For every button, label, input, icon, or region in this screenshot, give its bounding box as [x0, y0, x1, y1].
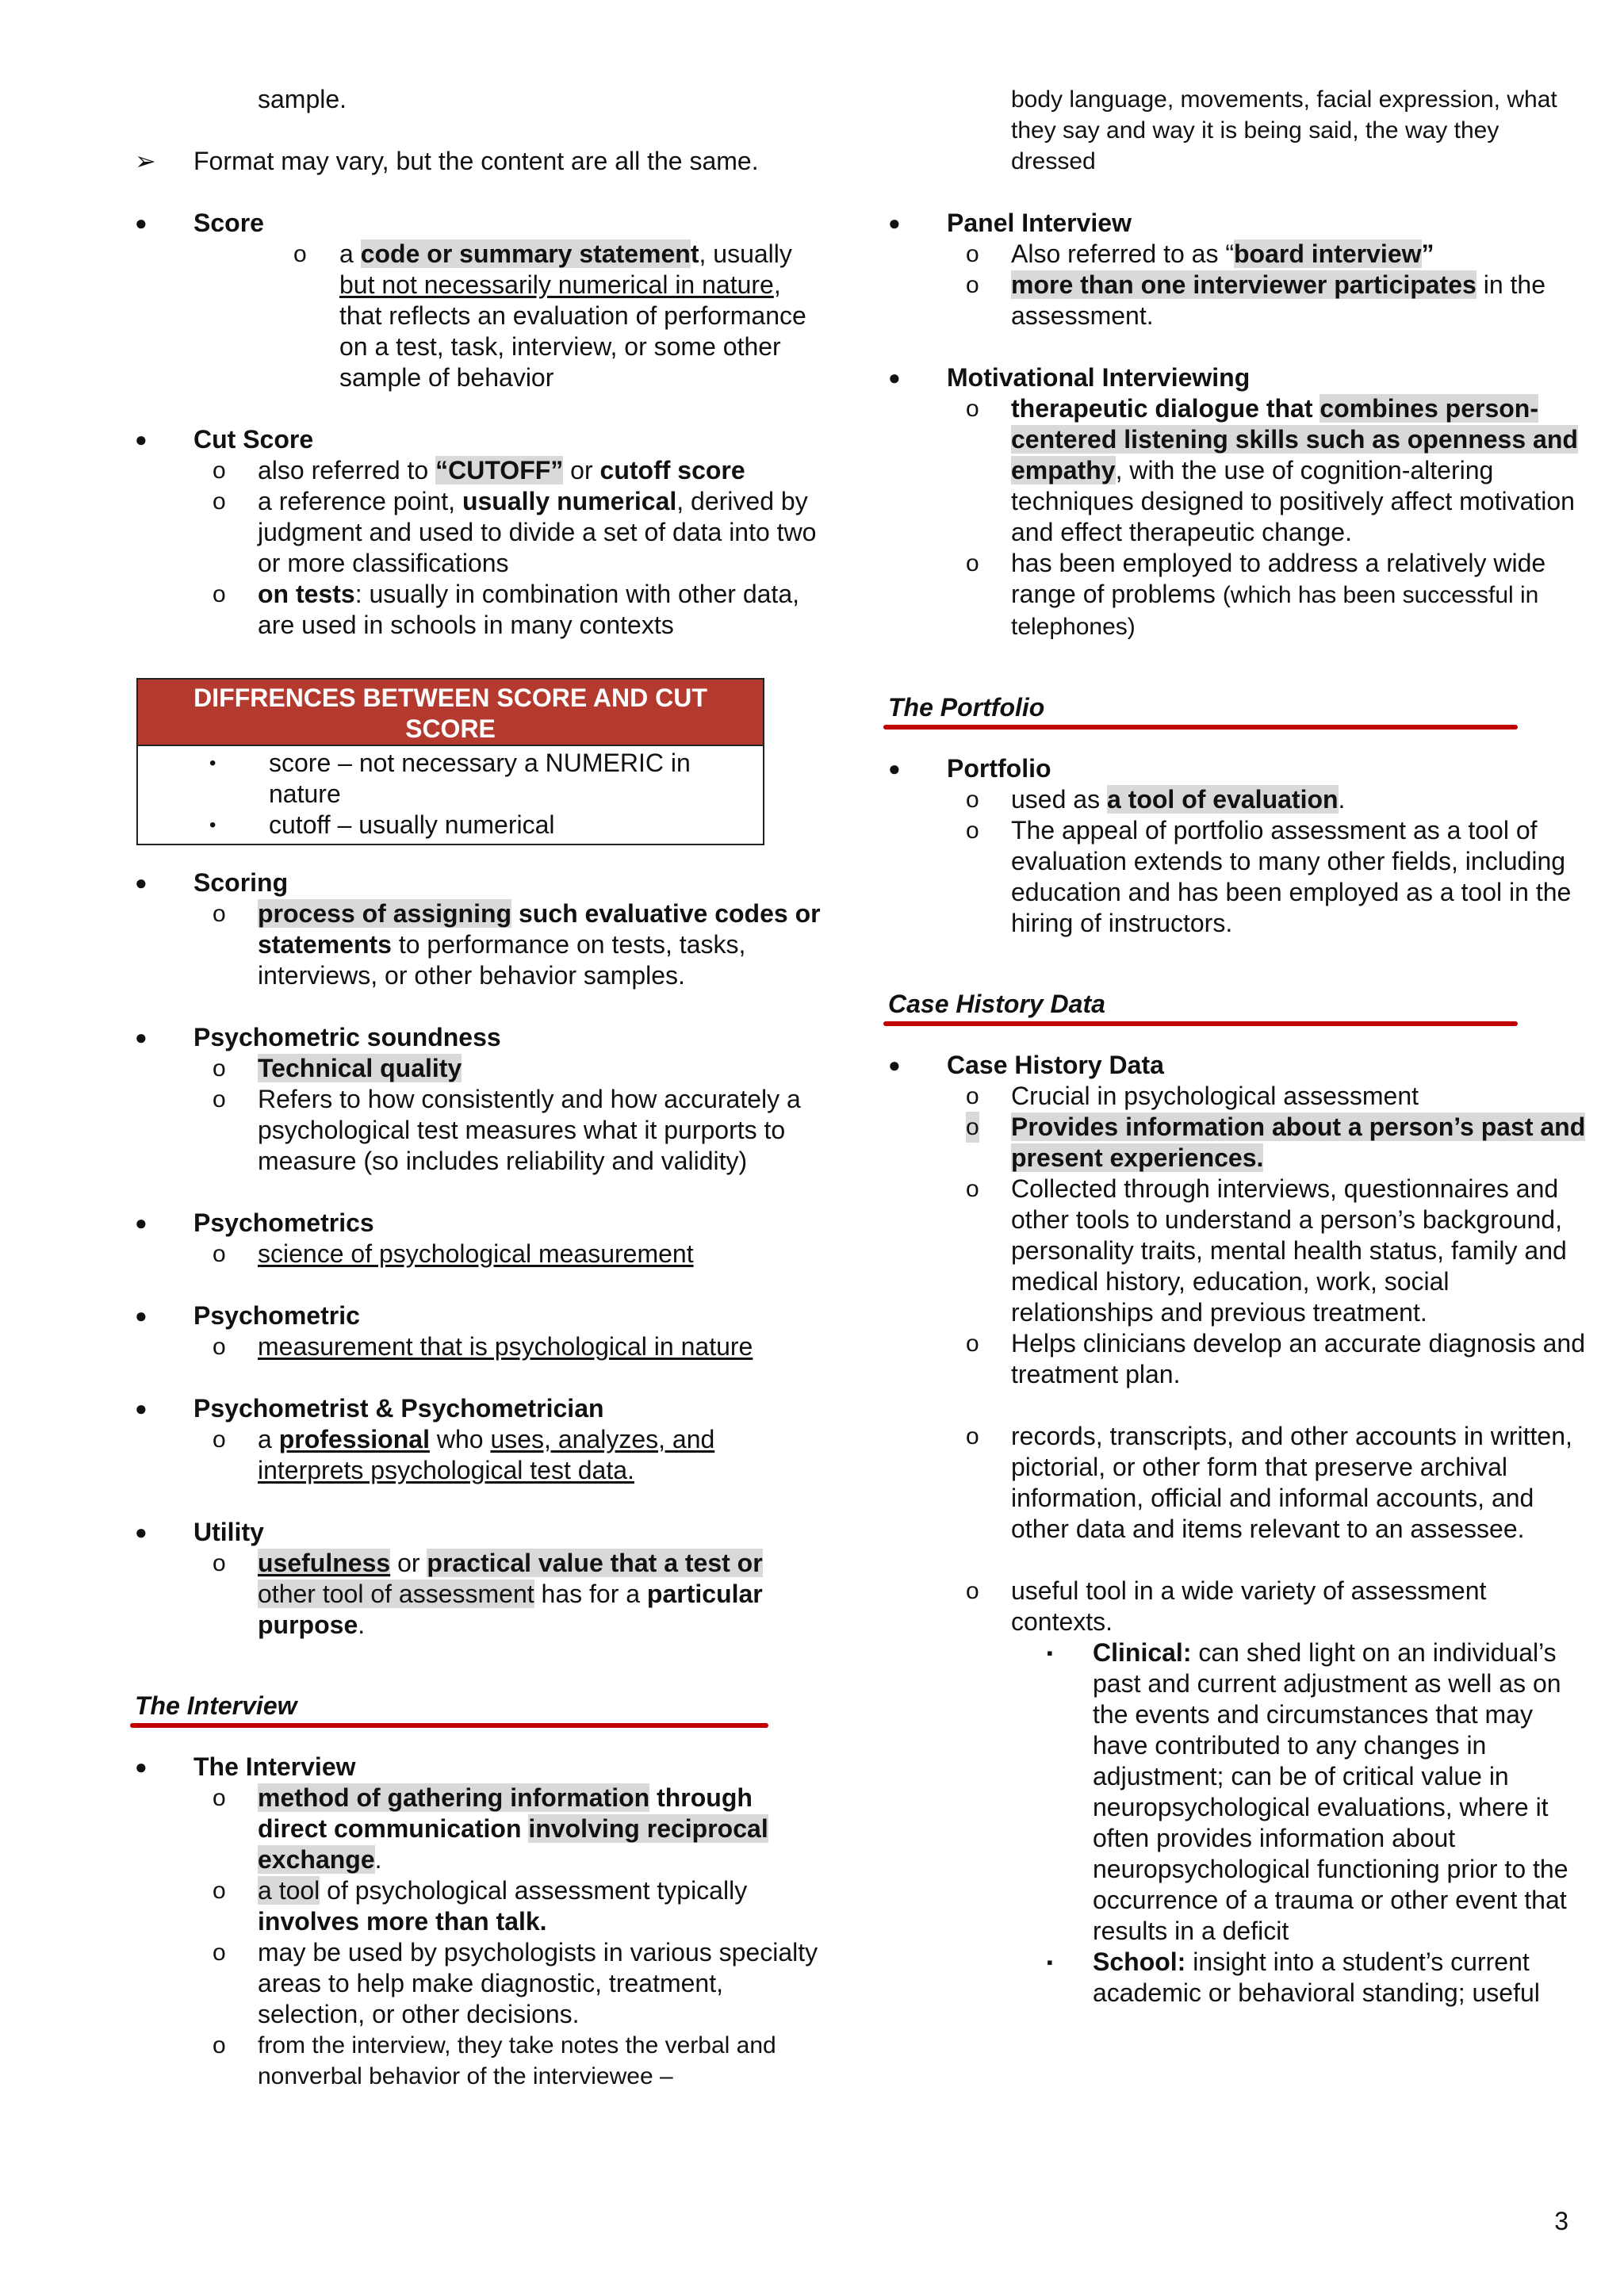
text-run: , usually: [699, 239, 792, 268]
sub-bullet-item: [888, 1328, 1586, 1390]
text-run: .: [358, 1610, 366, 1639]
spacer: [888, 331, 1586, 362]
spacer: [888, 939, 1586, 970]
text-run: combines person-centered listening skills such as openness and empathy: [1011, 394, 1578, 484]
text-run: or: [390, 1549, 427, 1577]
bullet-circle-icon: o: [966, 241, 979, 267]
spacer: [135, 1270, 825, 1300]
text-run: , that reflects an evaluation of performance on a test, task, interview, or some other sample of behavior: [339, 270, 806, 392]
text-run: : usually in combination with other data, are used in schools in many contexts: [258, 580, 799, 639]
text-run: Case History Data: [888, 990, 1105, 1018]
text-run: method of gathering information: [258, 1783, 650, 1812]
spacer: [135, 1641, 825, 1672]
text-run: such evaluative codes or statements: [258, 899, 821, 959]
text-run: , with the use of cognition-altering techniques designed to positively affect motivation and effect therapeutic change.: [1011, 456, 1575, 546]
text-run: from the interview, they take notes the verbal and nonverbal behavior of the interviewee –: [258, 2032, 776, 2089]
bullet-disc-icon: ●: [135, 211, 147, 235]
text-run: through direct communication: [258, 1783, 753, 1843]
text-run: t: [690, 239, 699, 268]
spacer: [888, 642, 1586, 673]
text-run: Format may vary, but the content are all the same.: [193, 147, 759, 175]
bullet-circle-icon: o: [213, 1940, 226, 1966]
bullet-circle-icon: o: [213, 1334, 226, 1360]
sub-bullet-item: [135, 1084, 825, 1177]
bullet-disc-icon: ●: [888, 366, 901, 389]
spacer: [135, 1177, 825, 1208]
text-run: involves more than talk.: [258, 1907, 547, 1936]
bullet-disc-icon: ●: [888, 211, 901, 235]
text-run: but not necessarily numerical in nature: [339, 270, 774, 299]
spacer: [135, 115, 825, 146]
text-run: can shed light on an individual’s past and current adjustment as well as on the events and circumstances that may have contributed to any changes in adjustment; can be of critical value in neuropsychological evaluations, where it often provides information about neuropsychological functioning prior to the occurrence of a trauma or other event that results in a deficit: [1093, 1638, 1568, 1945]
section-rule: [130, 1723, 768, 1728]
text-run: Portfolio: [947, 754, 1051, 783]
table-row: [138, 810, 763, 841]
text-run: Psychometric: [193, 1301, 360, 1330]
bullet-circle-icon: o: [213, 1550, 226, 1576]
sub-bullet-item: [135, 1783, 825, 1875]
text-run: a: [258, 1425, 279, 1453]
spacer: [135, 641, 825, 672]
text-run: uses, analyzes, and interprets psychological test data.: [258, 1425, 715, 1484]
bullet-circle-icon: o: [966, 818, 979, 844]
text-run: “CUTOFF”: [435, 456, 564, 484]
bullet-circle-icon: o: [213, 458, 226, 484]
sub-bullet-item: [135, 1937, 825, 2030]
sub-bullet-item: [888, 84, 1586, 177]
text-run: Refers to how consistently and how accurately a psychological test measures what it purports to measure (so includes reliability and validity): [258, 1085, 801, 1175]
text-run: insight into a student’s current academic or behavioral standing; useful: [1093, 1947, 1540, 2007]
sub-bullet-item: [888, 1174, 1586, 1328]
spacer: [135, 1362, 825, 1393]
bullet-circle-icon: o: [966, 272, 979, 298]
bullet-item: [135, 867, 825, 898]
bullet-disc-icon: ●: [135, 1304, 147, 1327]
spacer: [888, 1390, 1586, 1421]
spacer: [135, 393, 825, 424]
sub-bullet-item: [135, 1331, 825, 1362]
text-run: Crucial in psychological assessment: [1011, 1082, 1419, 1110]
text-run: Psychometrics: [193, 1208, 374, 1237]
bullet-circle-icon: o: [213, 901, 226, 927]
bullet-circle-icon: o: [213, 581, 226, 607]
bullet-icon: •: [209, 753, 216, 774]
sub-bullet-item: [135, 1424, 825, 1486]
bullet-circle-icon: o: [966, 550, 979, 576]
text-run: Psychometrist & Psychometrician: [193, 1394, 604, 1423]
text-run: also referred to: [258, 456, 436, 484]
text-run: used as: [1011, 785, 1107, 814]
sub-bullet-item: [135, 1875, 825, 1937]
bullet-item: [135, 146, 825, 177]
section-rule: [883, 1021, 1518, 1026]
spacer: [135, 1672, 825, 1687]
text-run: Clinical:: [1093, 1638, 1192, 1667]
bullet-square-icon: ▪: [1047, 1643, 1053, 1663]
text-run: a tool: [258, 1876, 320, 1905]
text-run: has been employed to address a relatively wide range of problems: [1011, 549, 1546, 608]
sub-bullet-item: [888, 815, 1586, 939]
bullet-item: [135, 424, 825, 455]
text-run: on tests: [258, 580, 355, 608]
text-run: process of assigning: [258, 899, 512, 928]
bullet-circle-icon: o: [213, 2032, 226, 2058]
bullet-disc-icon: ●: [888, 1053, 901, 1077]
bullet-circle-icon: o: [966, 1083, 979, 1109]
text-run: professional: [278, 1425, 430, 1453]
sub-sub-bullet-item: [888, 1947, 1586, 2009]
bullet-circle-icon: o: [966, 787, 979, 813]
sub-bullet-item: [135, 2030, 825, 2092]
text-run: Helps clinicians develop an accurate diagnosis and treatment plan.: [1011, 1329, 1585, 1388]
spacer: [135, 991, 825, 1022]
sub-bullet-item: [135, 898, 825, 991]
text-run: The Portfolio: [888, 693, 1045, 722]
text-run: Technical quality: [258, 1054, 462, 1082]
section-heading: [888, 692, 1586, 723]
sub-bullet-item: [135, 84, 825, 115]
bullet-circle-icon: o: [213, 1878, 226, 1904]
text-run: usefulness: [258, 1549, 391, 1577]
sub-sub-bullet-item: [888, 1637, 1586, 1947]
bullet-circle-icon: o: [213, 1055, 226, 1082]
text-run: involving reciprocal exchange: [258, 1814, 768, 1874]
sub-bullet-item: [888, 1421, 1586, 1545]
bullet-item: [135, 1752, 825, 1783]
right-column: [888, 84, 1586, 2009]
sub-bullet-item: [135, 1239, 825, 1270]
text-run: body language, movements, facial expression, what they say and way it is being said, the way they dressed: [1011, 86, 1557, 174]
text-run: therapeutic dialogue that: [1011, 394, 1320, 423]
sub-bullet-item: [888, 239, 1586, 270]
text-run: Motivational Interviewing: [947, 363, 1251, 392]
text-run: records, transcripts, and other accounts in written, pictorial, or other form that preserve archival information, official and informal accounts, and other data and items relevant to an assessee.: [1011, 1422, 1572, 1543]
text-run: .: [374, 1845, 382, 1874]
text-run: measurement that is psychological in nature: [258, 1332, 753, 1361]
sub-bullet-item: [135, 455, 825, 486]
bullet-disc-icon: ●: [135, 1211, 147, 1235]
text-run: Collected through interviews, questionnaires and other tools to understand a person’s background, personality traits, mental health status, family and medical history, education, work, social relationships and previous treatment.: [1011, 1174, 1567, 1327]
text-run: or: [563, 456, 600, 484]
bullet-circle-icon: o: [966, 396, 979, 422]
bullet-circle-icon: o: [966, 1331, 979, 1357]
left-column: [135, 84, 825, 2092]
spacer: [888, 673, 1586, 689]
text-run: cutoff score: [599, 456, 745, 484]
table-cell: cutoff – usually numerical: [269, 810, 555, 839]
bullet-disc-icon: ●: [888, 756, 901, 780]
text-run: other tool of assessment: [258, 1580, 534, 1608]
text-run: practical value that a test or: [427, 1549, 763, 1577]
bullet-disc-icon: ●: [135, 1025, 147, 1049]
text-run: Cut Score: [193, 425, 314, 454]
text-run: a: [339, 239, 361, 268]
text-run: .: [1338, 785, 1346, 814]
bullet-circle-icon: o: [966, 1423, 979, 1450]
bullet-item: [135, 1208, 825, 1239]
bullet-item: [135, 208, 825, 239]
table-header: DIFFRENCES BETWEEN SCORE AND CUT SCORE: [138, 680, 763, 745]
spacer: [135, 177, 825, 208]
text-run: Psychometric soundness: [193, 1023, 501, 1051]
text-run: of psychological assessment typically: [320, 1876, 748, 1905]
text-run: sample.: [258, 85, 347, 113]
text-run: board interview: [1234, 239, 1422, 268]
bullet-icon: •: [209, 814, 216, 836]
text-run: who: [429, 1425, 491, 1453]
text-run: Utility: [193, 1518, 264, 1546]
sub-bullet-item: [135, 1053, 825, 1084]
text-run: Score: [193, 209, 264, 237]
section-heading: [135, 1691, 825, 1721]
bullet-circle-icon: o: [213, 1785, 226, 1811]
bullet-item: [888, 753, 1586, 784]
table-row: [138, 748, 763, 810]
text-run: (which has been successful in telephones): [1011, 582, 1539, 640]
spacer: [135, 1486, 825, 1517]
bullet-circle-icon: o: [213, 488, 226, 515]
sub-bullet-item: [135, 486, 825, 579]
sub-bullet-item: [888, 1081, 1586, 1112]
bullet-item: [888, 362, 1586, 393]
page-number: 3: [1554, 2207, 1568, 2235]
text-run: a reference point,: [258, 487, 462, 515]
text-run: The Interview: [135, 1691, 297, 1720]
bullet-disc-icon: ●: [135, 1396, 147, 1420]
table-cell: score – not necessary a NUMERIC in nature: [269, 749, 691, 808]
bullet-circle-icon: o: [966, 1176, 979, 1202]
text-run: particular purpose: [258, 1580, 763, 1639]
sub-bullet-item: [888, 548, 1586, 642]
text-run: Panel Interview: [947, 209, 1132, 237]
text-run: may be used by psychologists in various specialty areas to help make diagnostic, treatment, selection, or other decisions.: [258, 1938, 818, 2028]
text-run: more than one interviewer participates: [1011, 270, 1477, 299]
sub-bullet-item: [888, 784, 1586, 815]
differences-table: [136, 678, 764, 845]
bullet-item: [135, 1517, 825, 1548]
text-run: Scoring: [193, 868, 289, 897]
section-heading: [888, 989, 1586, 1020]
spacer: [888, 177, 1586, 208]
sub-bullet-item: [888, 1576, 1586, 1637]
bullet-item: [888, 1050, 1586, 1081]
text-run: useful tool in a wide variety of assessment contexts.: [1011, 1576, 1487, 1636]
text-run: ”: [1421, 239, 1434, 268]
text-run: has for a: [534, 1580, 647, 1608]
sub-bullet-item: [135, 579, 825, 641]
text-run: Also referred to as “: [1011, 239, 1234, 268]
spacer: [888, 970, 1586, 986]
sub-sub-bullet-item: [135, 239, 825, 393]
bullet-disc-icon: ●: [135, 1520, 147, 1544]
sub-bullet-item: [888, 270, 1586, 331]
text-run: The Interview: [193, 1752, 356, 1781]
bullet-disc-icon: ●: [135, 1755, 147, 1779]
section-rule: [883, 725, 1518, 730]
arrow-bullet-icon: ➢: [135, 147, 156, 175]
bullet-item: [135, 1022, 825, 1053]
text-run: , derived by judgment and used to divide a set of data into two or more classifications: [258, 487, 817, 577]
text-run: Case History Data: [947, 1051, 1164, 1079]
text-run: Provides information about a person’s past and present experiences.: [1011, 1113, 1586, 1172]
text-run: a tool of evaluation: [1106, 785, 1339, 814]
sub-bullet-item: [888, 393, 1586, 548]
text-run: science of psychological measurement: [258, 1239, 694, 1268]
text-run: code or summary statemen: [360, 239, 691, 268]
spacer: [888, 1545, 1586, 1576]
text-run: to performance on tests, tasks, interviews, or other behavior samples.: [258, 930, 746, 990]
bullet-circle-icon: o: [213, 1086, 226, 1113]
sub-bullet-item: [888, 1112, 1586, 1174]
text-run: in the assessment.: [1011, 270, 1546, 330]
text-run: usually numerical: [462, 487, 677, 515]
text-run: The appeal of portfolio assessment as a tool of evaluation extends to many other fields, including education and has been employed as a tool in the hiring of instructors.: [1011, 816, 1572, 937]
spacer: [135, 852, 825, 867]
bullet-item: [888, 208, 1586, 239]
bullet-circle-icon: o: [966, 1112, 979, 1143]
bullet-square-icon: ▪: [1047, 1952, 1053, 1972]
bullet-circle-icon: o: [213, 1241, 226, 1267]
bullet-disc-icon: ●: [135, 427, 147, 451]
bullet-disc-icon: ●: [135, 871, 147, 894]
text-run: School:: [1093, 1947, 1186, 1976]
bullet-circle-icon: o: [293, 241, 307, 267]
bullet-item: [135, 1300, 825, 1331]
sub-bullet-item: [135, 1548, 825, 1641]
bullet-circle-icon: o: [213, 1427, 226, 1453]
bullet-circle-icon: o: [966, 1578, 979, 1604]
bullet-item: [135, 1393, 825, 1424]
